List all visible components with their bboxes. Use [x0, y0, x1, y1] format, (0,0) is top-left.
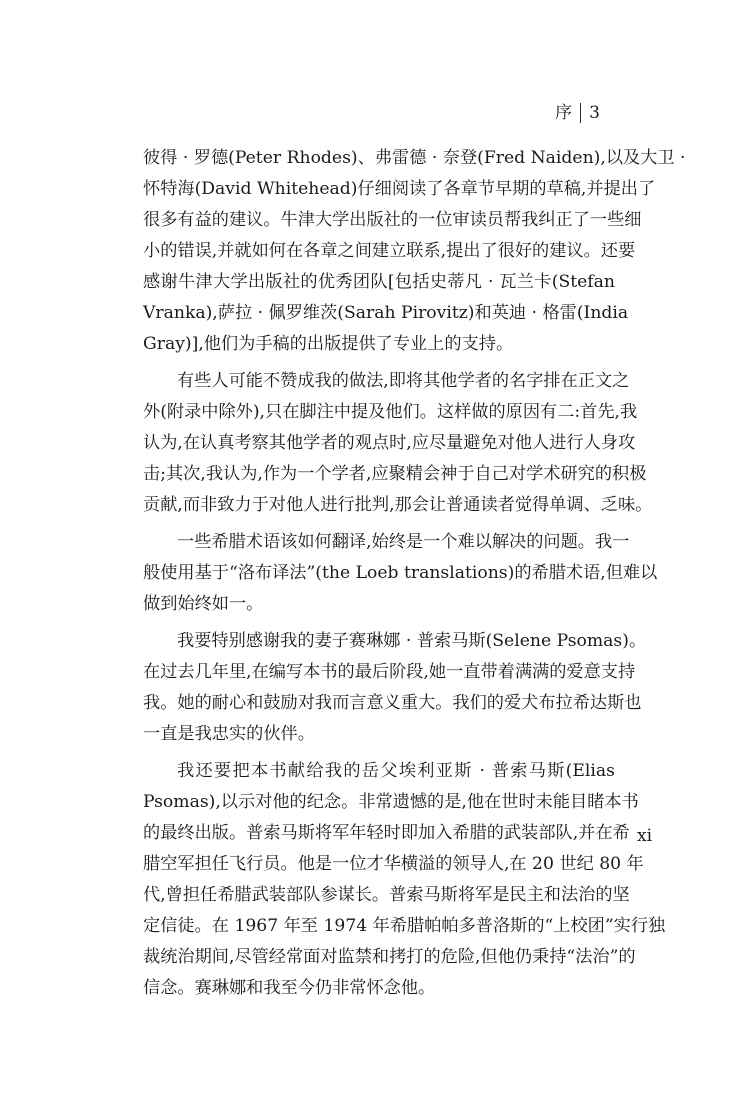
text-line: 在过去几年里,在编写本书的最后阶段,她一直带着满满的爱意支持: [143, 662, 636, 682]
text-line: 彼得 · 罗德(Peter Rhodes)、弗雷德 · 奈登(Fred Naiden),以及大卫 ·: [143, 148, 686, 168]
running-header: [555, 103, 600, 123]
text-line: 腊空军担任飞行员。他是一位才华横溢的领导人,在 20 世纪 80 年: [143, 854, 644, 874]
text-line: 感谢牛津大学出版社的优秀团队[包括史蒂凡 · 瓦兰卡(Stefan: [143, 272, 615, 292]
text-line: 做到始终如一。: [143, 594, 264, 614]
text-line: 击;其次,我认为,作为一个学者,应聚精会神于自己对学术研究的积极: [143, 464, 647, 484]
text-line: 我还要把本书献给我的岳父埃利亚斯 · 普索马斯(Elias: [177, 761, 615, 781]
text-line: 的最终出版。普索马斯将军年轻时即加入希腊的武装部队,并在希: [143, 823, 630, 843]
text-line: 认为,在认真考察其他学者的观点时,应尽量避免对他人进行人身攻: [143, 433, 636, 453]
text-line: 一些希腊术语该如何翻译,始终是一个难以解决的问题。我一: [177, 532, 630, 552]
text-line: 我要特别感谢我的妻子赛琳娜 · 普索马斯(Selene Psomas)。: [177, 631, 647, 651]
text-line: 裁统治期间,尽管经常面对监禁和拷打的危险,但他仍秉持“法治”的: [143, 947, 636, 967]
text-line: 小的错误,并就如何在各章之间建立联系,提出了很好的建议。还要: [143, 241, 636, 261]
paragraph-translation: [143, 527, 658, 620]
paragraph-thanks-wife: [143, 626, 647, 750]
header-title: 序: [555, 103, 573, 123]
text-line: 信念。赛琳娜和我至今仍非常怀念他。: [143, 978, 436, 998]
text-line: 一直是我忠实的伙伴。: [143, 724, 315, 744]
header-page-number: 3: [589, 103, 600, 123]
text-line: 代,曾担任希腊武装部队参谋长。普索马斯将军是民主和法治的坚: [143, 885, 630, 905]
text-line: 贡献,而非致力于对他人进行批判,那会让普通读者觉得单调、乏味。: [143, 495, 653, 515]
paragraph-acknowledgements-reviewers: [143, 143, 686, 360]
header-divider: [580, 103, 581, 123]
original-page-marker: xi: [637, 826, 653, 846]
text-line: 怀特海(David Whitehead)仔细阅读了各章节早期的草稿,并提出了: [143, 179, 656, 199]
text-line: 我。她的耐心和鼓励对我而言意义重大。我们的爱犬布拉希达斯也: [143, 693, 642, 713]
text-line: Vranka),萨拉 · 佩罗维茨(Sarah Pirovitz)和英迪 · 格雷(India: [143, 303, 629, 323]
text-line: 有些人可能不赞成我的做法,即将其他学者的名字排在正文之: [177, 371, 630, 391]
text-line: 外(附录中除外),只在脚注中提及他们。这样做的原因有二:首先,我: [143, 402, 638, 422]
text-line: 很多有益的建议。牛津大学出版社的一位审读员帮我纠正了一些细: [143, 210, 642, 230]
text-line: Gray)],他们为手稿的出版提供了专业上的支持。: [143, 334, 514, 354]
text-line: Psomas),以示对他的纪念。非常遗憾的是,他在世时未能目睹本书: [143, 792, 639, 812]
text-line: 般使用基于“洛布译法”(the Loeb translations)的希腊术语,但难以: [143, 563, 658, 583]
text-line: 定信徒。在 1967 年至 1974 年希腊帕帕多普洛斯的“上校团”实行独: [143, 916, 666, 936]
paragraph-citation-practice: [143, 366, 653, 521]
